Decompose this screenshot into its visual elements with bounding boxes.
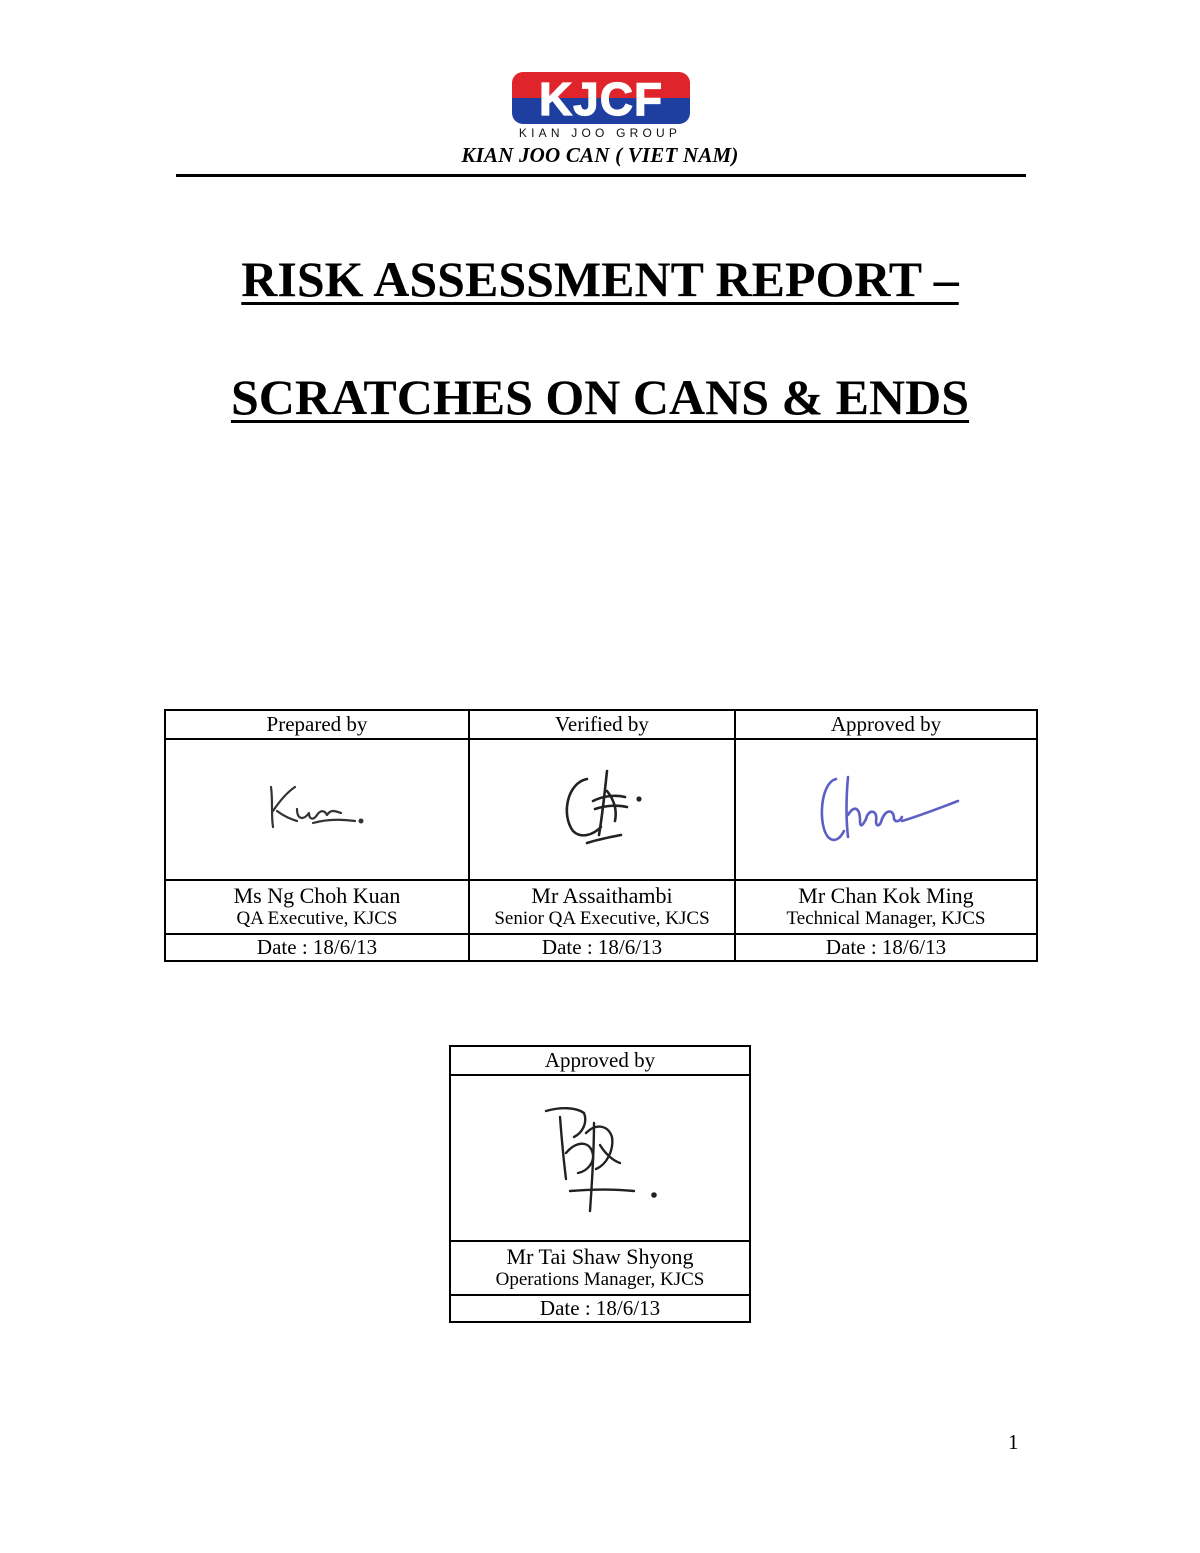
logo-subtext: KIAN JOO GROUP [518,126,682,140]
signatory-position: Senior QA Executive, KJCS [494,908,710,929]
signature-tai-icon [530,1093,670,1223]
signatory-position: QA Executive, KJCS [236,908,398,929]
signatory-position: Technical Manager, KJCS [786,908,986,929]
signature-cell-final [450,1075,750,1241]
signatory-prepared [165,880,469,934]
date-final: Date : 18/6/13 [450,1295,750,1322]
date-verified: Date : 18/6/13 [469,934,735,961]
approved-by-header: Approved by [735,710,1037,739]
prepared-by-header: Prepared by [165,710,469,739]
signature-cell-approved [735,739,1037,880]
signatory-name: Mr Tai Shaw Shyong [506,1244,694,1269]
signatory-verified [469,880,735,934]
report-title-line-2: SCRATCHES ON CANS & ENDS [230,369,970,425]
signatory-name: Mr Chan Kok Ming [798,883,974,908]
company-name: KIAN JOO CAN ( VIET NAM) [461,143,739,167]
svg-text:KJCF: KJCF [538,73,664,124]
header-divider [176,174,1026,177]
signatory-name: Mr Assaithambi [531,883,673,908]
final-approval-table [449,1045,751,1323]
date-approved: Date : 18/6/13 [735,934,1037,961]
kjcf-logo [512,72,690,124]
signature-cell-verified [469,739,735,880]
page-number: 1 [1008,1430,1019,1454]
signatory-final [450,1241,750,1295]
signature-cell-prepared [165,739,469,880]
signature-chan-icon [806,765,966,855]
signature-assaithambi-icon [547,765,657,855]
signatory-approved [735,880,1037,934]
verified-by-header: Verified by [469,710,735,739]
signatory-name: Ms Ng Choh Kuan [233,883,401,908]
signatory-position: Operations Manager, KJCS [495,1269,705,1290]
report-title-line-1: RISK ASSESSMENT REPORT – [241,251,959,307]
signature-table [164,709,1038,962]
final-approved-by-header: Approved by [450,1046,750,1075]
date-prepared: Date : 18/6/13 [165,934,469,961]
signature-kuan-icon [257,775,377,845]
